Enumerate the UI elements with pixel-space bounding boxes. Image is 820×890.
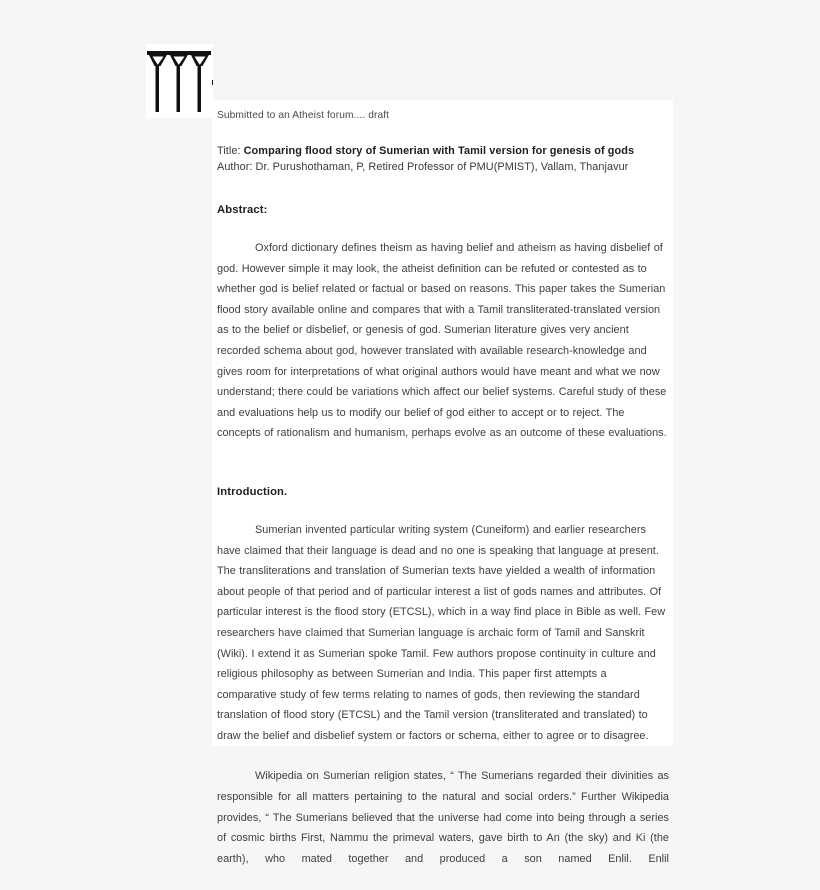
document-emblem-block bbox=[146, 44, 213, 118]
introduction-paragraph-1: Sumerian invented particular writing system (Cuneiform) and earlier researchers have claimed that their language is dead and no one is speaking that language at present. The transliterations and translation of Sumerian texts have yielded a wealth of information about people of that period and of particular interest a list of gods names and attributes. Of particular interest is the flood story (ETCSL), which in a way find place in Bible as well. Few researchers have claimed that Sumerian language is archaic form of Tamil and Sanskrit (Wiki). I extend it as Sumerian spoke Tamil. Few authors propose continuity in culture and religious philosophy as between Sumerian and India. This paper first attempts a comparative study of few terms relating to names of gods, then reviewing the standard translation of flood story (ETCSL) and the Tamil version (transliterated and translated) to draw the belief and disbelief system or factors or schema, either to agree or to disagree. bbox=[217, 523, 666, 742]
paper-title-line bbox=[212, 143, 673, 159]
title-label: Title: bbox=[217, 145, 241, 157]
page-title: Comparing flood story of Sumerian with Tamil version for genesis of gods bbox=[243, 145, 635, 157]
document-text-column bbox=[212, 100, 673, 890]
document-page bbox=[212, 100, 673, 865]
paper-author-line: Author: Dr. Purushothaman, P, Retired Professor of PMU(PMIST), Vallam, Thanjavur bbox=[217, 161, 629, 173]
introduction-paragraph-2: Wikipedia on Sumerian religion states, “ The Sumerians regarded their divinities as responsible for all matters pertaining to the natural and social orders.” Further Wikipedia provides, “ The Sumerians believed that the universe had come into being through a series of cosmic births First, Nammu the primeval waters, gave birth to An (the sky) and Ki (the earth), who mated together and produced a son named Enlil. Enlil bbox=[217, 770, 669, 865]
submission-note: Submitted to an Atheist forum.... draft bbox=[217, 110, 390, 121]
section-heading-introduction: Introduction. bbox=[217, 485, 288, 498]
section-heading-abstract: Abstract: bbox=[217, 204, 268, 216]
abstract-paragraph: Oxford dictionary defines theism as having belief and atheism as having disbelief of god. However simple it may look, the atheist definition can be refuted or contested as to whether god is belief related or factual or based on reasons. This paper takes the Sumerian flood story available online and compares that with a Tamil transliterated-translated version as to the belief or disbelief, or genesis of god. Sumerian literature gives very ancient recorded schema about god, however translated with available research-knowledge and gives room for interpretations of what original authors would have meant and what we now understand; there could be variations which affect our belief systems. Careful study of these and evaluations help us to modify our belief of god either to accept or to reject. The concepts of rationalism and humanism, perhaps evolve as an outcome of these evaluations. bbox=[217, 242, 667, 440]
cuneiform-three-wedges-icon bbox=[146, 48, 213, 114]
emblem-dot-mark bbox=[212, 80, 213, 85]
